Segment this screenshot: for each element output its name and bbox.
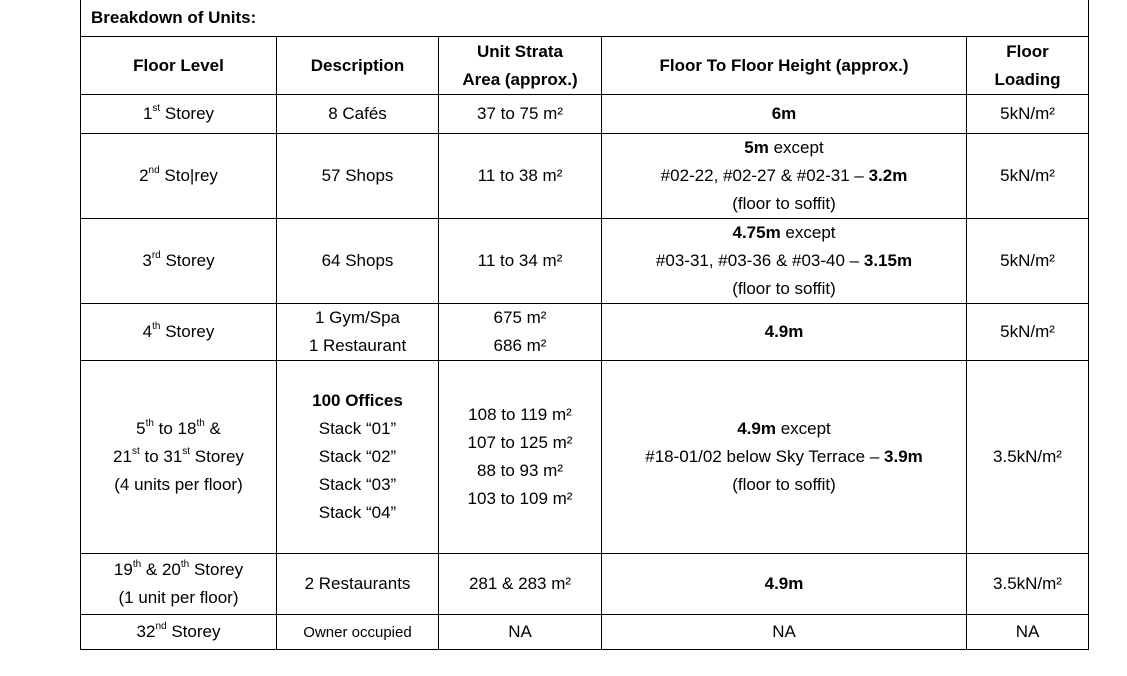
cell-line <box>83 584 274 612</box>
cell-text: 57 Shops <box>321 166 394 185</box>
cell-line <box>441 332 599 360</box>
header-row <box>81 37 1089 95</box>
cell-line <box>279 332 436 360</box>
cell-text: #02-22, #02-27 & #02-31 – <box>660 166 869 185</box>
cell-text: 37 to 75 m² <box>477 104 563 123</box>
cell-text: 1 <box>142 104 153 123</box>
unit-strata-area-cell <box>439 304 602 361</box>
cell-text: Storey <box>166 622 221 641</box>
description-cell <box>277 615 439 650</box>
cell-text: Storey <box>190 447 244 466</box>
cell-line <box>279 304 436 332</box>
cell-text: 64 Shops <box>321 251 394 270</box>
cell-line <box>969 247 1086 275</box>
table-row <box>81 304 1089 361</box>
description-cell <box>277 219 439 304</box>
cell-line <box>279 471 436 499</box>
cell-text: Storey <box>160 104 215 123</box>
ordinal-suffix: nd <box>155 621 167 632</box>
cell-text: 3.2m <box>868 166 908 185</box>
ordinal-suffix: nd <box>148 165 160 176</box>
ordinal-suffix: st <box>152 103 161 114</box>
cell-text: 3.5kN/m² <box>993 574 1062 593</box>
floor-loading-cell <box>967 554 1089 615</box>
description-cell <box>277 134 439 219</box>
cell-line <box>604 247 964 275</box>
cell-line <box>441 485 599 513</box>
header-floor-loading <box>967 37 1089 95</box>
cell-line <box>279 570 436 598</box>
cell-text: 3.9m <box>884 447 923 466</box>
cell-line <box>441 457 599 485</box>
table-row <box>81 134 1089 219</box>
header-floor-to-floor-height <box>602 37 967 95</box>
cell-line <box>441 304 599 332</box>
header-text: Area (approx.) <box>462 69 578 89</box>
cell-text: & 20 <box>141 560 181 579</box>
cell-text: (floor to soffit) <box>732 279 836 298</box>
ordinal-suffix: st <box>131 446 140 457</box>
header-text: Floor <box>1006 41 1049 61</box>
cell-line <box>279 387 436 415</box>
cell-text: except <box>780 223 836 242</box>
cell-text: #18-01/02 below Sky Terrace – <box>645 447 885 466</box>
cell-line <box>279 618 436 647</box>
cell-text: 3.5kN/m² <box>993 447 1062 466</box>
cell-text: 6m <box>771 104 797 123</box>
cell-line <box>604 100 964 128</box>
cell-line <box>604 318 964 346</box>
cell-text: 19 <box>113 560 133 579</box>
cell-line <box>83 415 274 443</box>
cell-text: NA <box>508 622 532 641</box>
cell-line <box>441 247 599 275</box>
floor-loading-cell <box>967 361 1089 554</box>
cell-line <box>969 443 1086 471</box>
cell-text: 88 to 93 m² <box>477 461 563 480</box>
table-row <box>81 361 1089 554</box>
cell-text: #03-31, #03-36 & #03-40 – <box>655 251 864 270</box>
cell-text: Storey <box>160 251 215 270</box>
unit-strata-area-cell <box>439 134 602 219</box>
cell-line <box>279 100 436 128</box>
cell-text: Stack “02” <box>318 447 397 466</box>
cell-line <box>279 247 436 275</box>
cell-text: 100 Offices <box>312 391 403 410</box>
cell-text: 107 to 125 m² <box>467 433 573 452</box>
table-row <box>81 554 1089 615</box>
cell-text: (1 unit per floor) <box>118 588 239 607</box>
table-row <box>81 615 1089 650</box>
cell-text: 5kN/m² <box>1000 166 1055 185</box>
cell-line <box>279 415 436 443</box>
cell-text: Sto|rey <box>159 166 218 185</box>
cell-text: 108 to 119 m² <box>468 405 572 424</box>
floor-loading-cell <box>967 304 1089 361</box>
cell-line <box>83 247 274 275</box>
cell-text: 5kN/m² <box>1000 322 1055 341</box>
cell-line <box>604 219 964 247</box>
cell-line <box>604 471 964 499</box>
cell-text: 11 to 38 m² <box>477 166 563 185</box>
floor-to-floor-height-cell <box>602 554 967 615</box>
header-text: Floor To Floor Height (approx.) <box>659 55 909 75</box>
cell-line <box>969 318 1086 346</box>
ordinal-suffix: th <box>132 559 142 570</box>
cell-text: 675 m² <box>493 308 547 327</box>
header-text: Unit Strata <box>477 41 563 61</box>
cell-line <box>83 100 274 128</box>
floor-to-floor-height-cell <box>602 219 967 304</box>
cell-text: 32 <box>136 622 156 641</box>
cell-line <box>441 618 599 646</box>
cell-text: 5kN/m² <box>1000 251 1055 270</box>
cell-text: 5kN/m² <box>1000 104 1055 123</box>
cell-text: 2 <box>139 166 149 185</box>
cell-line <box>83 318 274 346</box>
floor-to-floor-height-cell <box>602 95 967 134</box>
cell-line <box>604 190 964 218</box>
cell-line <box>441 162 599 190</box>
floor-level-cell <box>81 95 277 134</box>
cell-text: to 18 <box>153 419 197 438</box>
cell-text: NA <box>1015 622 1040 641</box>
floor-to-floor-height-cell <box>602 615 967 650</box>
description-cell <box>277 95 439 134</box>
cell-text: 3.15m <box>863 251 913 270</box>
cell-line <box>83 556 274 584</box>
floor-loading-cell <box>967 615 1089 650</box>
table-title: Breakdown of Units: <box>81 0 1089 37</box>
unit-strata-area-cell <box>439 95 602 134</box>
cell-text: NA <box>772 622 796 641</box>
header-text: Loading <box>994 69 1061 89</box>
cell-text: Stack “04” <box>318 503 397 522</box>
floor-loading-cell <box>967 95 1089 134</box>
cell-line <box>83 162 274 190</box>
unit-strata-area-cell <box>439 615 602 650</box>
floor-to-floor-height-cell <box>602 361 967 554</box>
cell-line <box>441 401 599 429</box>
header-floor-level <box>81 37 277 95</box>
cell-text: Owner occupied <box>303 623 412 641</box>
cell-text: 8 Cafés <box>328 104 387 123</box>
floor-level-cell <box>81 361 277 554</box>
ordinal-suffix: th <box>145 418 154 429</box>
cell-line <box>604 275 964 303</box>
cell-text: Stack “01” <box>318 419 397 438</box>
cell-text: 4.9m <box>764 574 804 593</box>
cell-text: 5 <box>136 419 146 438</box>
header-text: Floor Level <box>133 55 224 75</box>
cell-text: except <box>768 138 824 157</box>
cell-text: 103 to 109 m² <box>467 489 573 508</box>
cell-text: Stack “03” <box>318 475 397 494</box>
cell-line <box>83 618 274 646</box>
unit-strata-area-cell <box>439 219 602 304</box>
units-breakdown-table <box>80 0 1089 650</box>
floor-level-cell <box>81 554 277 615</box>
cell-text: 11 to 34 m² <box>477 251 563 270</box>
header-unit-strata-area <box>439 37 602 95</box>
description-cell <box>277 361 439 554</box>
cell-text: Storey <box>160 322 215 341</box>
cell-line <box>279 443 436 471</box>
floor-loading-cell <box>967 134 1089 219</box>
cell-line <box>604 618 964 646</box>
cell-text: 281 & 283 m² <box>468 574 572 593</box>
cell-line <box>969 100 1086 128</box>
cell-line <box>604 443 964 471</box>
title-row <box>81 0 1089 37</box>
cell-text: Storey <box>189 560 244 579</box>
unit-strata-area-cell <box>439 361 602 554</box>
table-row <box>81 95 1089 134</box>
cell-line <box>279 499 436 527</box>
cell-text: 686 m² <box>493 336 547 355</box>
cell-text: (floor to soffit) <box>732 194 836 213</box>
ordinal-suffix: st <box>182 446 191 457</box>
header-description <box>277 37 439 95</box>
cell-text: (4 units per floor) <box>114 475 243 494</box>
description-cell <box>277 554 439 615</box>
description-cell <box>277 304 439 361</box>
cell-text: except <box>775 419 831 438</box>
cell-line <box>279 162 436 190</box>
cell-text: 4 <box>142 322 153 341</box>
ordinal-suffix: th <box>180 559 190 570</box>
cell-text: to 31 <box>139 447 183 466</box>
cell-line <box>604 162 964 190</box>
cell-text: 5m <box>744 138 769 157</box>
floor-level-cell <box>81 304 277 361</box>
floor-to-floor-height-cell <box>602 134 967 219</box>
cell-text: 2 Restaurants <box>304 574 411 593</box>
floor-level-cell <box>81 615 277 650</box>
cell-line <box>83 443 274 471</box>
cell-text: 4.9m <box>737 419 776 438</box>
cell-text: & <box>204 419 221 438</box>
cell-text: 1 Restaurant <box>308 336 407 355</box>
floor-to-floor-height-cell <box>602 304 967 361</box>
cell-line <box>441 570 599 598</box>
unit-strata-area-cell <box>439 554 602 615</box>
ordinal-suffix: th <box>152 321 161 332</box>
cell-line <box>969 162 1086 190</box>
cell-line <box>604 415 964 443</box>
cell-text: 21 <box>113 447 132 466</box>
table-row <box>81 219 1089 304</box>
ordinal-suffix: rd <box>151 250 161 261</box>
cell-line <box>441 100 599 128</box>
cell-text: 4.75m <box>732 223 781 242</box>
ordinal-suffix: th <box>196 418 205 429</box>
cell-line <box>83 471 274 499</box>
cell-line <box>441 429 599 457</box>
floor-level-cell <box>81 134 277 219</box>
cell-text: 1 Gym/Spa <box>314 308 401 327</box>
cell-text: (floor to soffit) <box>732 475 836 494</box>
cell-text: 4.9m <box>764 322 804 341</box>
floor-loading-cell <box>967 219 1089 304</box>
cell-text: 3 <box>142 251 152 270</box>
cell-line <box>969 618 1086 646</box>
cell-line <box>969 570 1086 598</box>
cell-line <box>604 134 964 162</box>
cell-line <box>604 570 964 598</box>
header-text: Description <box>310 55 405 75</box>
floor-level-cell <box>81 219 277 304</box>
